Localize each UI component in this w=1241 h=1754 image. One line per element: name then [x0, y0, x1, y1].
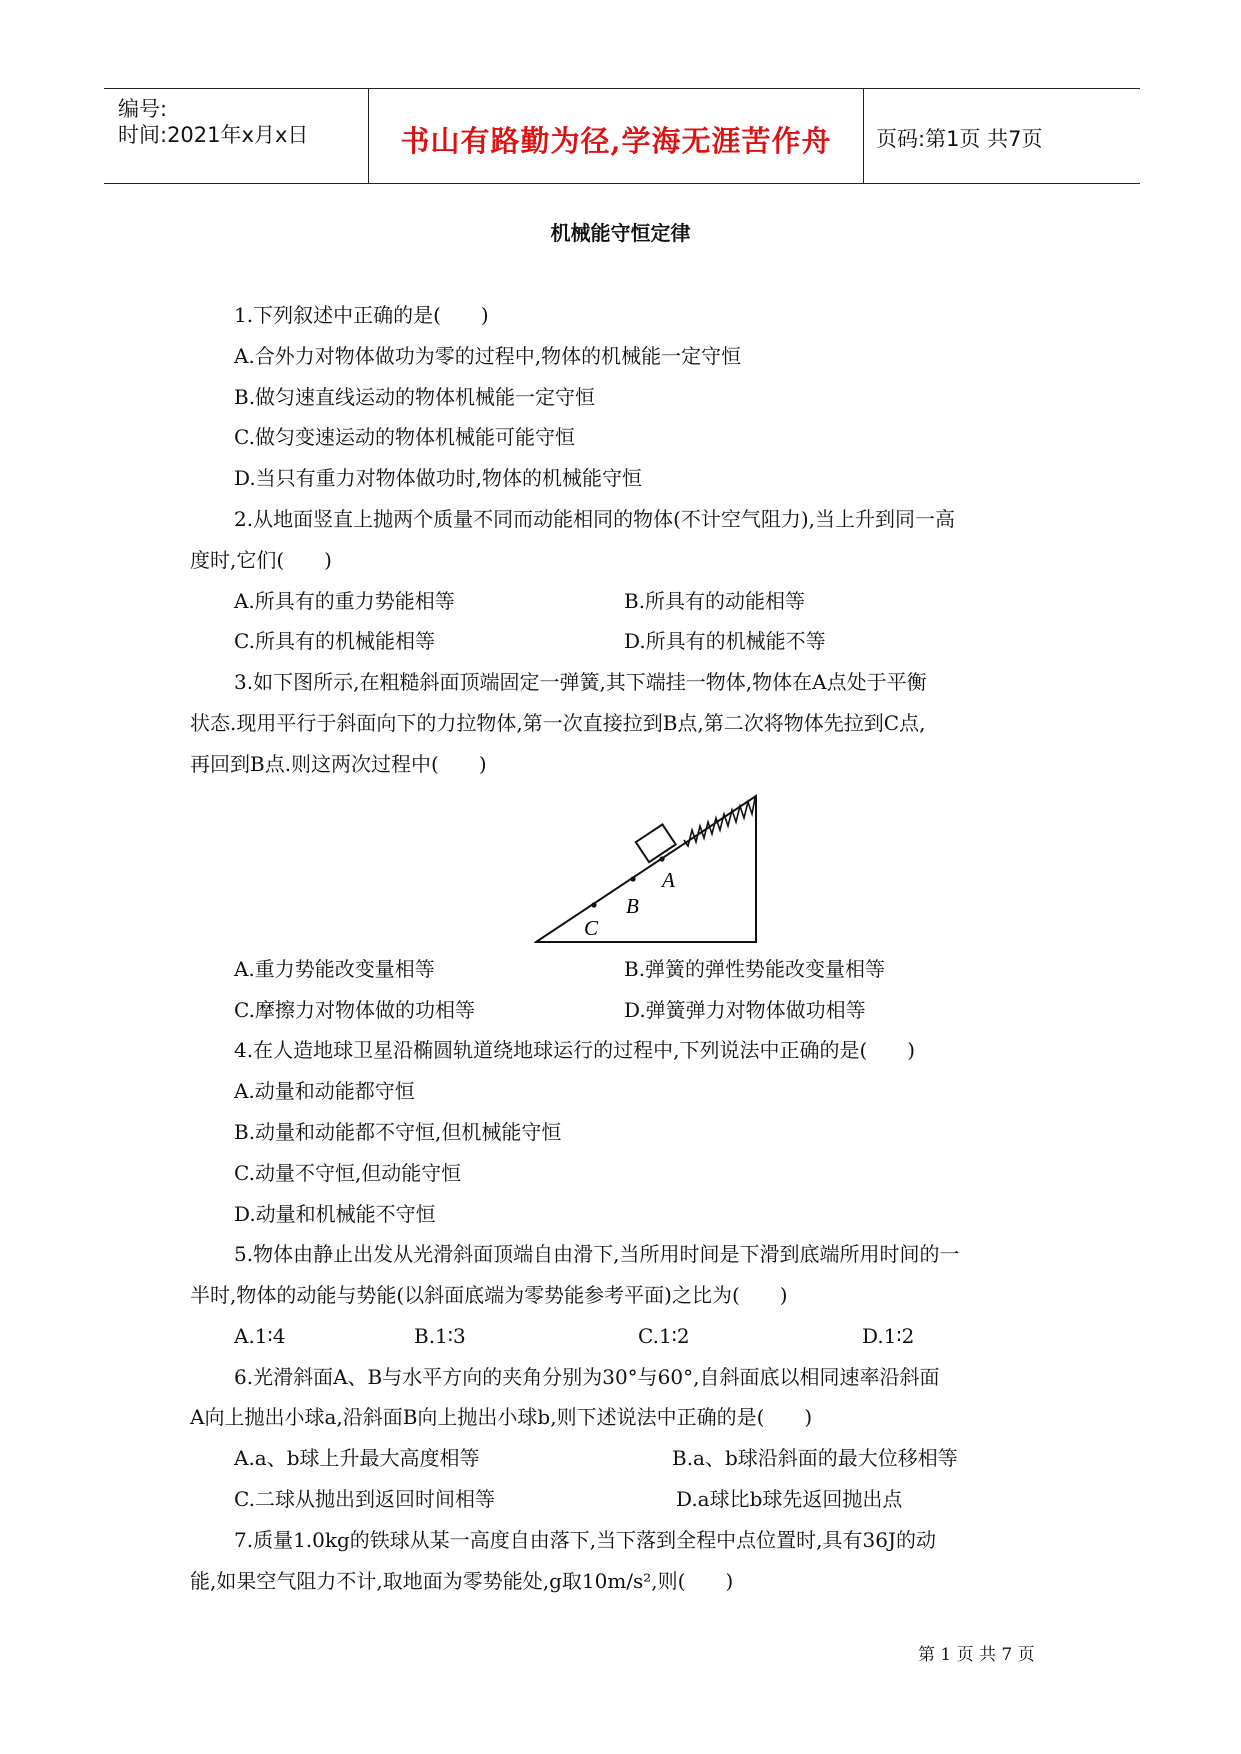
- q6-option-c: C.二球从抛出到返回时间相等: [234, 1487, 495, 1511]
- header-right-cell: [864, 89, 1140, 183]
- q6-option-d: D.a球比b球先返回抛出点: [676, 1487, 903, 1511]
- block: [636, 824, 676, 862]
- q3-option-d: D.弹簧弹力对物体做功相等: [624, 998, 866, 1022]
- q3-option-b: B.弹簧的弹性势能改变量相等: [624, 957, 886, 981]
- header-left-cell: [104, 89, 368, 183]
- page-title: 机械能守恒定律: [550, 221, 691, 245]
- label-a: A: [662, 868, 675, 892]
- q5-option-c: C.1∶2: [638, 1324, 690, 1348]
- question-2-line-2: 度时,它们( ): [190, 548, 332, 572]
- question-6-line-1: 6.光滑斜面A、B与水平方向的夹角分别为30°与60°,自斜面底以相同速率沿斜面: [234, 1365, 940, 1389]
- q5-option-b: B.1∶3: [414, 1324, 466, 1348]
- page-info: 页码:第1页 共7页: [876, 127, 1043, 151]
- q4-option-c: C.动量不守恒,但动能守恒: [234, 1161, 462, 1185]
- header-table: [104, 88, 1140, 184]
- q6-option-b: B.a、b球沿斜面的最大位移相等: [672, 1446, 958, 1470]
- q4-option-a: A.动量和动能都守恒: [234, 1079, 415, 1103]
- q1-option-a: A.合外力对物体做功为零的过程中,物体的机械能一定守恒: [234, 344, 742, 368]
- label-b: B: [626, 894, 639, 918]
- q5-option-d: D.1∶2: [862, 1324, 915, 1348]
- q1-option-c: C.做匀变速运动的物体机械能可能守恒: [234, 425, 575, 449]
- question-7-line-1: 7.质量1.0kg的铁球从某一高度自由落下,当下落到全程中点位置时,具有36J的动: [234, 1528, 936, 1552]
- question-3-line-1: 3.如下图所示,在粗糙斜面顶端固定一弹簧,其下端挂一物体,物体在A点处于平衡: [234, 670, 927, 694]
- motto: 书山有路勤为径,学海无涯苦作舟: [400, 124, 832, 158]
- question-3-line-2: 状态.现用平行于斜面向下的力拉物体,第一次直接拉到B点,第二次将物体先拉到C点,: [190, 711, 926, 735]
- q2-option-a: A.所具有的重力势能相等: [234, 589, 455, 613]
- question-5-line-2: 半时,物体的动能与势能(以斜面底端为零势能参考平面)之比为( ): [190, 1283, 788, 1307]
- point-c: [591, 902, 596, 907]
- q5-option-a: A.1∶4: [234, 1324, 286, 1348]
- q2-option-d: D.所具有的机械能不等: [624, 629, 826, 653]
- page-footer: 第 1 页 共 7 页: [918, 1645, 1035, 1665]
- label-c: C: [584, 916, 599, 940]
- q6-option-a: A.a、b球上升最大高度相等: [234, 1446, 480, 1470]
- q3-option-a: A.重力势能改变量相等: [234, 957, 435, 981]
- question-4: 4.在人造地球卫星沿椭圆轨道绕地球运行的过程中,下列说法中正确的是( ): [234, 1038, 916, 1062]
- time-label: 时间:2021年x月x日: [118, 123, 309, 147]
- q2-option-c: C.所具有的机械能相等: [234, 629, 435, 653]
- point-a: [659, 856, 664, 861]
- spring: [684, 798, 755, 846]
- q3-option-c: C.摩擦力对物体做的功相等: [234, 998, 475, 1022]
- point-b: [630, 876, 635, 881]
- question-1: 1.下列叙述中正确的是( ): [234, 303, 489, 327]
- header-middle-cell: [368, 89, 864, 183]
- question-7-line-2: 能,如果空气阻力不计,取地面为零势能处,g取10m/s²,则( ): [190, 1569, 734, 1593]
- incline-spring-figure: [534, 780, 760, 946]
- q4-option-b: B.动量和动能都不守恒,但机械能守恒: [234, 1120, 562, 1144]
- question-2-line-1: 2.从地面竖直上抛两个质量不同而动能相同的物体(不计空气阻力),当上升到同一高: [234, 507, 956, 531]
- q1-option-b: B.做匀速直线运动的物体机械能一定守恒: [234, 385, 596, 409]
- q2-option-b: B.所具有的动能相等: [624, 589, 806, 613]
- number-label: 编号:: [118, 97, 168, 121]
- question-3-line-3: 再回到B点.则这两次过程中( ): [190, 752, 487, 776]
- q1-option-d: D.当只有重力对物体做功时,物体的机械能守恒: [234, 466, 643, 490]
- question-6-line-2: A向上抛出小球a,沿斜面B向上抛出小球b,则下述说法中正确的是( ): [190, 1405, 813, 1429]
- question-5-line-1: 5.物体由静止出发从光滑斜面顶端自由滑下,当所用时间是下滑到底端所用时间的一: [234, 1242, 960, 1266]
- q4-option-d: D.动量和机械能不守恒: [234, 1202, 436, 1226]
